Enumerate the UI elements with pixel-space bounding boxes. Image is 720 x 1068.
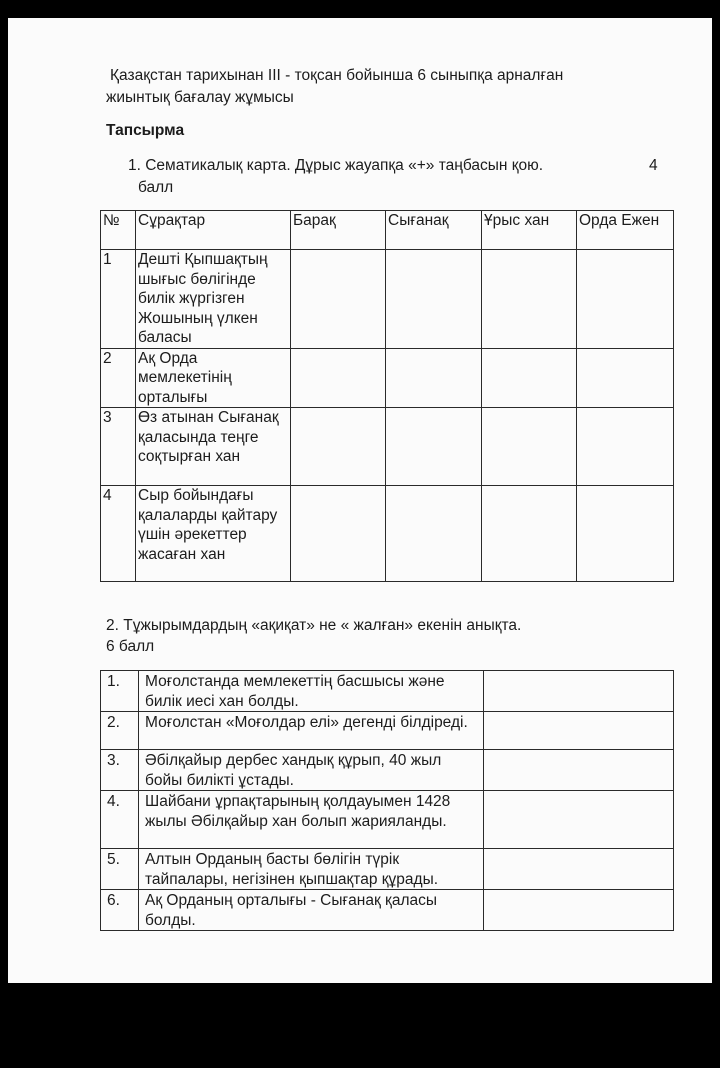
task1-title: 1. Сематикалық карта. Дұрыс жауапқа «+» таңбасын қою. bbox=[128, 157, 544, 174]
row-number: 3. bbox=[101, 750, 139, 791]
statement-text: Шайбани ұрпақтарының қолдауымен 1428 жылы Әбілқайыр хан болып жарияланды. bbox=[139, 791, 484, 849]
table-row bbox=[101, 250, 674, 349]
header-title-line2: жиынтық бағалау жұмысы bbox=[106, 89, 294, 106]
answer-cell[interactable] bbox=[484, 750, 674, 791]
row-number: 3 bbox=[101, 408, 136, 486]
table-row bbox=[101, 750, 674, 791]
header-title-line1: Қазақстан тарихынан III - тоқсан бойынша 6 сыныпқа арналған bbox=[110, 67, 564, 84]
answer-cell[interactable] bbox=[484, 791, 674, 849]
answer-cell-barak[interactable] bbox=[291, 408, 386, 486]
column-header-syganak: Сығанақ bbox=[386, 211, 482, 250]
answer-cell-orda-ezhen[interactable] bbox=[577, 408, 674, 486]
row-number: 6. bbox=[101, 890, 139, 931]
top-black-bar bbox=[0, 0, 720, 18]
column-header-barak: Барақ bbox=[291, 211, 386, 250]
column-header-questions: Сұрақтар bbox=[136, 211, 291, 250]
statement-text: Ақ Орданың орталығы - Сығанақ қаласы болды. bbox=[139, 890, 484, 931]
task2-title: 2. Тұжырымдардың «ақиқат» не « жалған» екенін анықта. bbox=[106, 617, 522, 634]
task1-points-value: 4 bbox=[649, 157, 658, 174]
row-number: 1. bbox=[101, 671, 139, 712]
answer-cell-barak[interactable] bbox=[291, 348, 386, 408]
answer-cell-urys-khan[interactable] bbox=[482, 250, 577, 349]
statement-text: Әбілқайыр дербес хандық құрып, 40 жыл бойы билікті ұстады. bbox=[139, 750, 484, 791]
question-text: Дешті Қыпшақтың шығыс бөлігінде билік жүргізген Жошының үлкен баласы bbox=[136, 250, 291, 349]
task1-points-label: балл bbox=[138, 179, 174, 196]
answer-cell-syganak[interactable] bbox=[386, 408, 482, 486]
table-row bbox=[101, 348, 674, 408]
table-row bbox=[101, 791, 674, 849]
table-row bbox=[101, 849, 674, 890]
table-header-row bbox=[101, 211, 674, 250]
answer-cell-orda-ezhen[interactable] bbox=[577, 486, 674, 582]
row-number: 4 bbox=[101, 486, 136, 582]
statement-text: Моғолстанда мемлекеттің басшысы және билік иесі хан болды. bbox=[139, 671, 484, 712]
answer-cell[interactable] bbox=[484, 890, 674, 931]
task2-points: 6 балл bbox=[106, 638, 155, 655]
column-header-number: № bbox=[101, 211, 136, 250]
answer-cell-syganak[interactable] bbox=[386, 250, 482, 349]
statement-text: Моғолстан «Моғолдар елі» дегенді білдіреді. bbox=[139, 712, 484, 750]
table-row bbox=[101, 408, 674, 486]
bottom-black-bar bbox=[0, 983, 720, 1068]
task-heading: Тапсырма bbox=[106, 122, 185, 139]
row-number: 4. bbox=[101, 791, 139, 849]
answer-cell-urys-khan[interactable] bbox=[482, 348, 577, 408]
table-row bbox=[101, 486, 674, 582]
true-false-table bbox=[100, 670, 674, 931]
answer-cell-urys-khan[interactable] bbox=[482, 408, 577, 486]
row-number: 5. bbox=[101, 849, 139, 890]
document-page bbox=[8, 18, 712, 983]
column-header-urys-khan: Ұрыс хан bbox=[482, 211, 577, 250]
table-row bbox=[101, 890, 674, 931]
answer-cell-orda-ezhen[interactable] bbox=[577, 250, 674, 349]
semantic-map-table bbox=[100, 210, 674, 582]
statement-text: Алтын Орданың басты бөлігін түрік тайпалары, негізінен қыпшақтар құрады. bbox=[139, 849, 484, 890]
row-number: 1 bbox=[101, 250, 136, 349]
answer-cell-urys-khan[interactable] bbox=[482, 486, 577, 582]
answer-cell[interactable] bbox=[484, 712, 674, 750]
question-text: Сыр бойындағы қалаларды қайтару үшін әрекеттер жасаған хан bbox=[136, 486, 291, 582]
table-row bbox=[101, 712, 674, 750]
row-number: 2. bbox=[101, 712, 139, 750]
row-number: 2 bbox=[101, 348, 136, 408]
answer-cell[interactable] bbox=[484, 671, 674, 712]
column-header-orda-ezhen: Орда Ежен bbox=[577, 211, 674, 250]
answer-cell-syganak[interactable] bbox=[386, 348, 482, 408]
answer-cell-barak[interactable] bbox=[291, 486, 386, 582]
answer-cell-barak[interactable] bbox=[291, 250, 386, 349]
answer-cell[interactable] bbox=[484, 849, 674, 890]
answer-cell-orda-ezhen[interactable] bbox=[577, 348, 674, 408]
answer-cell-syganak[interactable] bbox=[386, 486, 482, 582]
question-text: Өз атынан Сығанақ қаласында теңге соқтырған хан bbox=[136, 408, 291, 486]
table-row bbox=[101, 671, 674, 712]
question-text: Ақ Орда мемлекетінің орталығы bbox=[136, 348, 291, 408]
